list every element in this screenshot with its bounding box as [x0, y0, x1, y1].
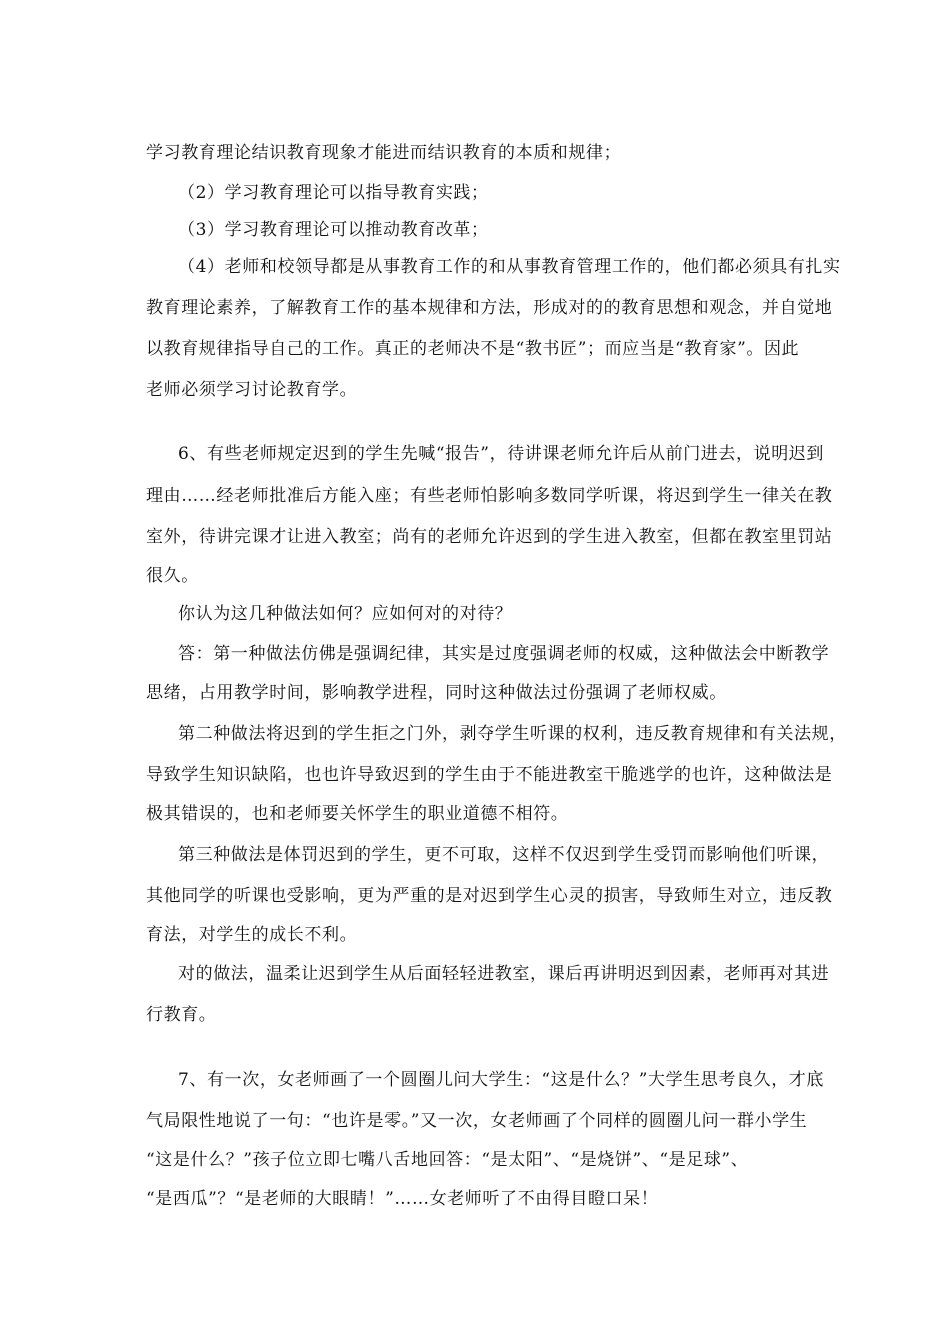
text-line: 极其错误的，也和老师要关怀学生的职业道德不相符。 [146, 804, 569, 824]
text-line: 老师必须学习讨论教育学。 [146, 380, 358, 400]
text-line: “是西瓜”？“是老师的大眼睛！”……女老师听了不由得目瞪口呆！ [146, 1189, 659, 1209]
text-line: （3）学习教育理论可以推动教育改革； [178, 220, 489, 240]
text-line: 6、有些老师规定迟到的学生先喊“报告”，待讲课老师允许后从前门进去，说明迟到 [178, 444, 824, 464]
text-line: 很久。 [146, 566, 199, 586]
text-line: 第二种做法将迟到的学生拒之门外，剥夺学生听课的权利，违反教育规律和有关法规， [178, 724, 847, 744]
text-line: 以教育规律指导自己的工作。真正的老师决不是“教书匠”；而应当是“教育家”。因此 [146, 339, 800, 359]
text-line: 室外，待讲完课才让进入教室；尚有的老师允许迟到的学生进入教室，但都在教室里罚站 [146, 527, 833, 547]
text-line: “这是什么？”孩子位立即七嘴八舌地回答：“是太阳”、“是烧饼”、“是足球”、 [146, 1150, 749, 1170]
text-line: 其他同学的听课也受影响，更为严重的是对迟到学生心灵的损害，导致师生对立，违反教 [146, 886, 833, 906]
text-line: 育法，对学生的成长不利。 [146, 925, 358, 945]
text-line: 你认为这几种做法如何？应如何对的对待？ [178, 604, 513, 624]
text-line: 教育理论素养，了解教育工作的基本规律和方法，形成对的的教育思想和观念，并自觉地 [146, 298, 833, 318]
text-line: 导致学生知识缺陷，也也许导致迟到的学生由于不能进教室干脆逃学的也许，这种做法是 [146, 765, 833, 785]
text-line: 第三种做法是体罚迟到的学生，更不可取，这样不仅迟到学生受罚而影响他们听课， [178, 845, 830, 865]
text-line: 学习教育理论结识教育现象才能进而结识教育的本质和规律； [146, 143, 622, 163]
text-line: 行教育。 [146, 1005, 217, 1025]
text-line: （4）老师和校领导都是从事教育工作的和从事教育管理工作的，他们都必须具有扎实 [178, 257, 841, 277]
text-line: 思绪，占用教学时间，影响教学进程，同时这种做法过份强调了老师权威。 [146, 683, 727, 703]
text-line: 7、有一次，女老师画了一个圆圈儿问大学生：“这是什么？”大学生思考良久，才底 [178, 1070, 824, 1090]
text-line: 答：第一种做法仿佛是强调纪律，其实是过度强调老师的权威，这种做法会中断教学 [178, 644, 830, 664]
text-line: 气局限性地说了一句：“也许是零。”又一次，女老师画了个同样的圆圈儿问一群小学生 [146, 1111, 808, 1131]
text-line: （2）学习教育理论可以指导教育实践； [178, 183, 489, 203]
text-line: 理由……经老师批准后方能入座；有些老师怕影响多数同学听课，将迟到学生一律关在教 [146, 486, 833, 506]
text-line: 对的做法，温柔让迟到学生从后面轻轻进教室，课后再讲明迟到因素，老师再对其进 [178, 964, 830, 984]
